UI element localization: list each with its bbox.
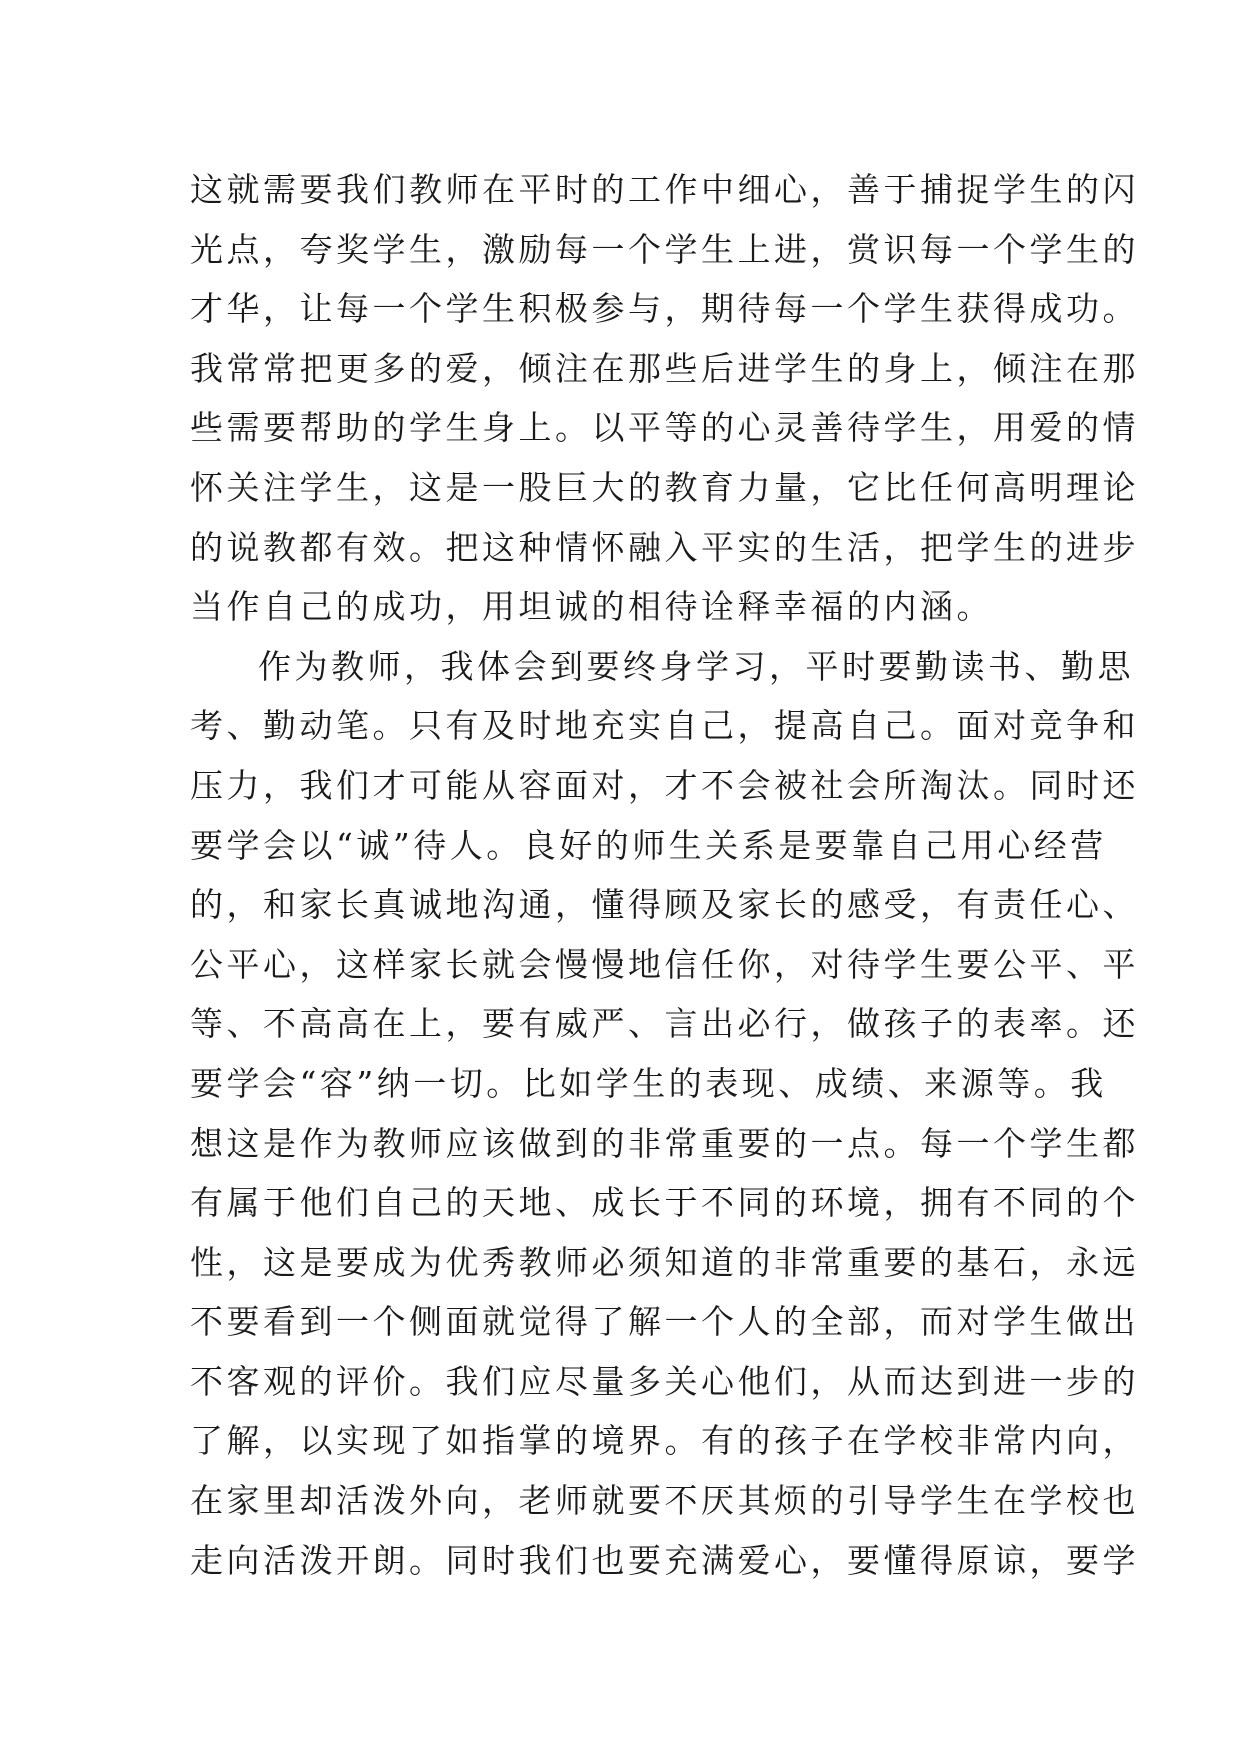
text-line: 才华，让每一个学生积极参与，期待每一个学生获得成功。	[190, 289, 1139, 329]
paragraph-1	[190, 160, 1139, 637]
text-line: 要学会以“诚”待人。良好的师生关系是要靠自己用心经营	[190, 825, 1107, 865]
text-line: 考、勤动笔。只有及时地充实自己，提高自己。面对竞争和	[190, 706, 1139, 746]
text-line: 了解，以实现了如指掌的境界。有的孩子在学校非常内向，	[190, 1421, 1139, 1461]
document-body	[190, 160, 1139, 1590]
text-line: 走向活泼开朗。同时我们也要充满爱心，要懂得原谅，要学	[190, 1540, 1139, 1580]
text-line: 在家里却活泼外向，老师就要不厌其烦的引导学生在学校也	[190, 1481, 1139, 1521]
text-line: 怀关注学生，这是一股巨大的教育力量，它比任何高明理论	[190, 467, 1139, 507]
text-line: 光点，夸奖学生，激励每一个学生上进，赏识每一个学生的	[190, 229, 1139, 269]
text-line: 不要看到一个侧面就觉得了解一个人的全部，而对学生做出	[190, 1302, 1139, 1342]
text-line: 我常常把更多的爱，倾注在那些后进学生的身上，倾注在那	[190, 348, 1139, 388]
text-line: 性，这是要成为优秀教师必须知道的非常重要的基石，永远	[190, 1242, 1139, 1282]
text-line: 这就需要我们教师在平时的工作中细心，善于捕捉学生的闪	[190, 170, 1139, 209]
text-line: 不客观的评价。我们应尽量多关心他们，从而达到进一步的	[190, 1361, 1139, 1401]
text-line: 的，和家长真诚地沟通，懂得顾及家长的感受，有责任心、	[190, 885, 1139, 925]
text-line: 压力，我们才可能从容面对，才不会被社会所淘汰。同时还	[190, 765, 1139, 805]
text-line: 些需要帮助的学生身上。以平等的心灵善待学生，用爱的情	[190, 408, 1139, 448]
text-line: 等、不高高在上，要有威严、言出必行，做孩子的表率。还	[190, 1004, 1139, 1044]
text-line: 想这是作为教师应该做到的非常重要的一点。每一个学生都	[190, 1123, 1139, 1163]
text-line: 有属于他们自己的天地、成长于不同的环境，拥有不同的个	[190, 1183, 1139, 1223]
text-line: 要学会“容”纳一切。比如学生的表现、成绩、来源等。我	[190, 1063, 1107, 1103]
text-line: 公平心，这样家长就会慢慢地信任你，对待学生要公平、平	[190, 944, 1139, 984]
text-line: 的说教都有效。把这种情怀融入平实的生活，把学生的进步	[190, 527, 1139, 567]
text-line-indented: 作为教师，我体会到要终身学习，平时要勤读书、勤思	[258, 646, 1134, 686]
paragraph-2	[190, 637, 1139, 1591]
text-line: 当作自己的成功，用坦诚的相待诠释幸福的内涵。	[190, 587, 993, 627]
